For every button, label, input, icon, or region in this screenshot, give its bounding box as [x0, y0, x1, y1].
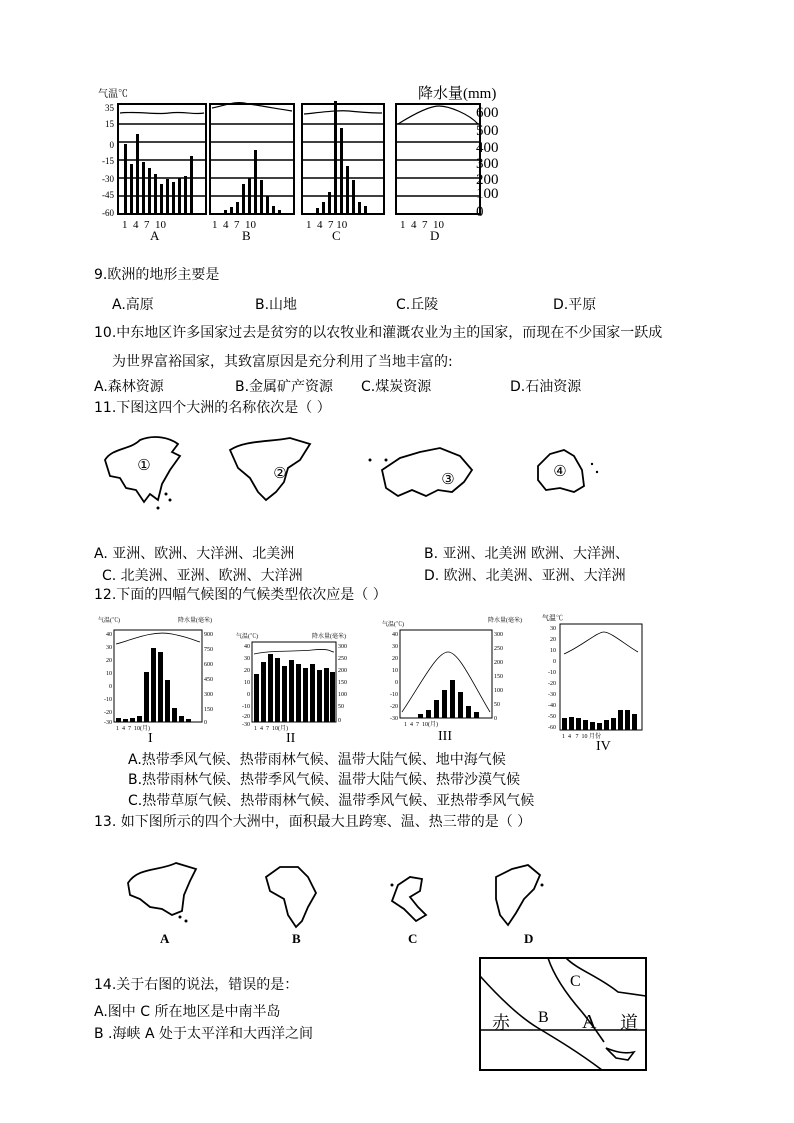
map-label-dao: 道 — [620, 1013, 638, 1033]
svg-text:20: 20 — [392, 656, 398, 662]
q14-option-b: B .海峡 A 处于太平洋和大西洋之间 — [94, 1026, 313, 1042]
svg-text:100: 100 — [494, 688, 503, 694]
q13-stem: 13. 如下图所示的四个大洲中，面积最大且跨寒、温、热三带的是（ ） — [94, 814, 532, 830]
svg-text:0: 0 — [553, 659, 556, 665]
svg-text:15: 15 — [105, 119, 114, 129]
panel-c-precip-bars — [316, 101, 367, 214]
svg-text:-20: -20 — [390, 704, 398, 710]
panel-b-label: B — [242, 228, 251, 243]
svg-text:0: 0 — [204, 720, 207, 726]
climate-chart-1 — [98, 616, 213, 746]
svg-text:-10: -10 — [390, 692, 398, 698]
map-label-3: ③ — [441, 472, 455, 488]
chart-2-right-title: 降水量(毫米) — [312, 634, 346, 640]
svg-text:-60: -60 — [548, 725, 556, 731]
svg-text:-45: -45 — [102, 190, 114, 200]
svg-text:1 4 7 10(月): 1 4 7 10(月) — [404, 722, 438, 728]
svg-text:50: 50 — [338, 704, 344, 710]
svg-text:1 4 7 10: 1 4 7 10 — [122, 219, 166, 231]
chart-3-numeral: III — [438, 729, 452, 744]
svg-text:30: 30 — [244, 656, 250, 662]
q10-option-c: C.煤炭资源 — [361, 379, 432, 395]
q11-stem: 11.下图这四个大洲的名称依次是（ ） — [94, 400, 331, 416]
climate-chart-3 — [382, 616, 522, 744]
svg-text:10: 10 — [550, 648, 556, 654]
svg-text:20: 20 — [550, 637, 556, 643]
svg-text:600: 600 — [204, 662, 213, 668]
climate-chart-2 — [236, 632, 347, 746]
chart-2-numeral: II — [286, 731, 296, 746]
q9-stem: 9.欧洲的地形主要是 — [94, 267, 220, 283]
q13-label-d: D — [524, 931, 534, 946]
panel-c-temp-curve — [304, 111, 382, 114]
svg-text:100: 100 — [476, 186, 499, 202]
svg-text:0: 0 — [395, 680, 398, 686]
svg-text:-20: -20 — [104, 710, 112, 716]
q12-climate-charts — [92, 612, 652, 752]
q13-label-a: A — [160, 931, 170, 946]
chart-2-left-title: 气温(℃) — [236, 634, 258, 640]
q12-option-b: B.热带雨林气候、热带季风气候、温带大陆气候、热带沙漠气候 — [128, 772, 521, 788]
svg-text:-15: -15 — [102, 156, 114, 166]
svg-text:10: 10 — [244, 680, 250, 686]
svg-text:1 4 7 10(月): 1 4 7 10(月) — [116, 726, 150, 732]
svg-text:-60: -60 — [102, 208, 114, 218]
svg-text:300: 300 — [204, 692, 213, 698]
svg-text:750: 750 — [204, 647, 213, 653]
svg-text:30: 30 — [550, 626, 556, 632]
svg-text:500: 500 — [476, 123, 499, 139]
svg-text:-10: -10 — [548, 670, 556, 676]
svg-text:30: 30 — [106, 645, 112, 651]
svg-text:200: 200 — [476, 172, 499, 188]
q10-stem-line2: 为世界富裕国家，其致富原因是充分利用了当地丰富的: — [112, 354, 453, 370]
svg-text:40: 40 — [244, 644, 250, 650]
svg-text:150: 150 — [204, 707, 213, 713]
map-label-2: ② — [273, 466, 287, 482]
chart-1-numeral: I — [148, 731, 153, 746]
svg-text:1 4 7 10(月): 1 4 7 10(月) — [254, 726, 288, 732]
svg-text:30: 30 — [392, 644, 398, 650]
svg-text:-30: -30 — [548, 692, 556, 698]
svg-text:250: 250 — [494, 646, 503, 652]
q11-option-a: A. 亚洲、欧洲、大洋洲、北美洲 — [94, 546, 295, 562]
map-label-4: ④ — [553, 464, 567, 480]
q10-option-d: D.石油资源 — [510, 379, 582, 395]
svg-text:900: 900 — [204, 632, 213, 638]
svg-text:200: 200 — [494, 660, 503, 666]
q11-option-d: D. 欧洲、北美洲、亚洲、大洋洲 — [424, 568, 626, 584]
q13-map-a-outline — [128, 863, 196, 915]
q14-stem: 14.关于右图的说法，错误的是： — [94, 977, 299, 993]
q11-option-b: B. 亚洲、北美洲 欧洲、大洋洲、 — [424, 546, 629, 562]
svg-text:-30: -30 — [104, 720, 112, 726]
svg-text:10: 10 — [106, 671, 112, 677]
q9-option-c: C.丘陵 — [396, 297, 439, 313]
svg-text:40: 40 — [392, 632, 398, 638]
svg-text:40: 40 — [106, 632, 112, 638]
svg-text:600: 600 — [476, 105, 499, 121]
svg-text:150: 150 — [338, 680, 347, 686]
q12-option-c: C.热带草原气候、热带雨林气候、温带季风气候、亚热带季风气候 — [128, 793, 535, 809]
svg-text:-10: -10 — [242, 704, 250, 710]
svg-text:-50: -50 — [548, 714, 556, 720]
svg-text:0: 0 — [109, 684, 112, 690]
panel-month-labels — [122, 219, 445, 231]
svg-text:300: 300 — [476, 156, 499, 172]
svg-text:200: 200 — [338, 668, 347, 674]
svg-text:35: 35 — [105, 103, 114, 113]
q9-option-a: A.高原 — [112, 297, 154, 313]
q9-option-b: B.山地 — [255, 297, 298, 313]
chart-4-left-title: 气温℃ — [542, 614, 563, 622]
svg-text:-10: -10 — [104, 697, 112, 703]
svg-text:-40: -40 — [548, 703, 556, 709]
panel-c-label: C — [332, 228, 341, 243]
q13-map-c-outline — [392, 877, 426, 921]
svg-text:20: 20 — [106, 658, 112, 664]
coastline-islands — [606, 1048, 634, 1060]
climate-chart-4 — [542, 613, 642, 752]
svg-text:0: 0 — [338, 718, 341, 724]
svg-text:400: 400 — [476, 140, 499, 156]
q14-option-a: A.图中 C 所在地区是中南半岛 — [94, 1004, 281, 1020]
panel-d-temp-curve — [398, 106, 478, 124]
svg-text:20: 20 — [244, 668, 250, 674]
svg-text:1 4 7 10: 1 4 7 10 — [400, 219, 444, 231]
svg-text:-30: -30 — [390, 716, 398, 722]
q13-continent-maps — [120, 855, 560, 950]
q13-map-d-outline — [496, 865, 540, 925]
map-3-europe-outline — [382, 448, 472, 496]
q12-stem: 12.下面的四幅气候图的气候类型依次应是（ ） — [94, 587, 387, 603]
q13-label-c: C — [408, 931, 418, 946]
q13-label-b: B — [292, 931, 301, 946]
map-label-b: B — [538, 1009, 549, 1026]
map-label-a: A — [582, 1011, 597, 1033]
svg-text:150: 150 — [494, 674, 503, 680]
svg-text:10: 10 — [392, 668, 398, 674]
map-label-chi: 赤 — [492, 1013, 510, 1033]
chart-1-left-title: 气温(℃) — [98, 618, 120, 624]
q12-option-a: A.热带季风气候、热带雨林气候、温带大陆气候、地中海气候 — [128, 752, 506, 768]
precip-axis-title: 降水量(mm) — [418, 86, 497, 102]
q11-continent-maps — [100, 430, 630, 520]
svg-text:-20: -20 — [242, 714, 250, 720]
svg-text:1 4 7 10: 1 4 7 10 — [212, 219, 256, 231]
svg-text:250: 250 — [338, 656, 347, 662]
top-climate-figure — [94, 84, 544, 244]
panel-d-label: D — [430, 228, 440, 243]
chart-1-right-title: 降水量(毫米) — [178, 618, 212, 624]
svg-text:300: 300 — [494, 632, 503, 638]
chart-4-numeral: IV — [596, 739, 611, 752]
q13-map-b-outline — [266, 867, 316, 927]
panel-b-frame — [210, 104, 294, 214]
svg-text:0: 0 — [247, 692, 250, 698]
chart-3-right-title: 降水量(毫米) — [488, 618, 522, 624]
q10-option-b: B.金属矿产资源 — [235, 379, 334, 395]
q11-option-c: C. 北美洲、亚洲、欧洲、大洋洲 — [102, 568, 303, 584]
panel-d-frame — [396, 104, 480, 214]
svg-text:450: 450 — [204, 677, 213, 683]
panel-a-label: A — [150, 228, 160, 243]
svg-text:-30: -30 — [242, 722, 250, 728]
map-label-c: C — [570, 973, 581, 990]
svg-text:-30: -30 — [102, 174, 114, 184]
svg-text:-20: -20 — [548, 681, 556, 687]
svg-text:0: 0 — [109, 140, 114, 150]
svg-text:100: 100 — [338, 692, 347, 698]
q14-strait-map — [478, 956, 650, 1074]
svg-text:0: 0 — [476, 204, 484, 220]
temp-axis-title: 气温℃ — [98, 89, 128, 100]
map-label-1: ① — [137, 458, 151, 474]
svg-text:1 4 7 10 月份: 1 4 7 10 月份 — [562, 734, 602, 740]
map-2-north-america-outline — [230, 438, 310, 500]
q10-option-a: A.森林资源 — [94, 379, 164, 395]
temp-tick-labels — [102, 103, 115, 218]
svg-text:50: 50 — [494, 702, 500, 708]
q10-stem-line1: 10.中东地区许多国家过去是贫穷的以农牧业和灌溉农业为主的国家，而现在不少国家一跃成 — [94, 325, 663, 341]
panel-a-precip-bars — [124, 134, 193, 214]
panel-a-temp-curve — [120, 112, 204, 113]
q9-option-d: D.平原 — [553, 297, 597, 313]
svg-text:300: 300 — [338, 644, 347, 650]
chart-3-left-title: 气温(℃) — [382, 622, 404, 628]
svg-text:1 4 7 10: 1 4 7 10 — [306, 219, 348, 231]
svg-text:0: 0 — [494, 716, 497, 722]
